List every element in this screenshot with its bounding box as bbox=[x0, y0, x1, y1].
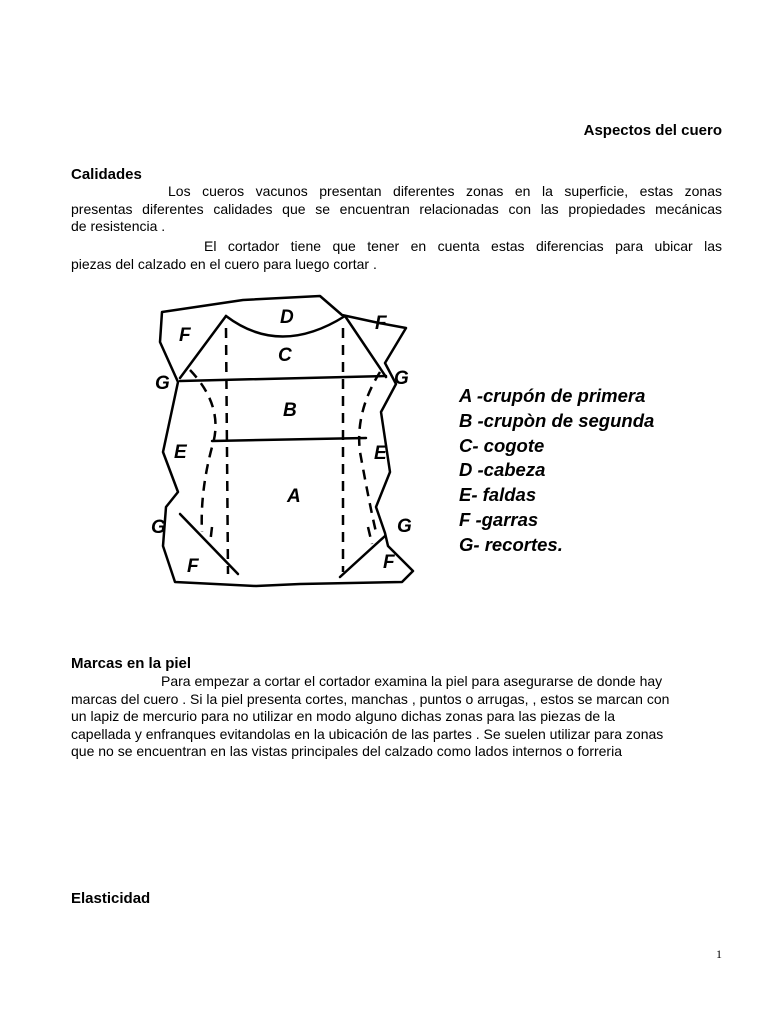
diagram-legend bbox=[459, 384, 654, 558]
zone-label-f-top-right: F bbox=[375, 313, 387, 334]
hide-outline bbox=[160, 296, 413, 586]
legend-item-e: E- faldas bbox=[459, 484, 537, 506]
zone-label-e-left: E bbox=[174, 442, 187, 463]
dash-bottom-right bbox=[368, 527, 372, 544]
dash-bottom-left bbox=[210, 527, 212, 544]
section-title-calidades: Calidades bbox=[71, 166, 142, 183]
dash-left-outer bbox=[190, 370, 216, 532]
p1-line3: de resistencia . bbox=[71, 218, 166, 234]
legend-item-b: B -crupòn de segunda bbox=[459, 409, 655, 431]
line-b-top bbox=[180, 376, 386, 381]
zone-label-f-bottom-right: F bbox=[383, 552, 395, 573]
p1-line2: presentas diferentes calidades que se encuentran relacionadas con las propiedades mecánicas bbox=[71, 200, 722, 217]
section-title-marcas: Marcas en la piel bbox=[71, 655, 192, 672]
p1-line1: Los cueros vacunos presentan diferentes zonas en la superficie, estas zonas bbox=[168, 183, 722, 199]
zone-label-e-right: E bbox=[374, 443, 387, 464]
marcas-line2: marcas del cuero . Si la piel presenta cortes, manchas , puntos o arrugas, , estos se marcan con bbox=[71, 690, 670, 707]
legend-item-a: A -crupón de primera bbox=[459, 385, 646, 406]
legend-item-d: D -cabeza bbox=[459, 459, 546, 481]
zone-label-f-top-left: F bbox=[179, 325, 191, 346]
page-number: 1 bbox=[716, 947, 722, 961]
legend-item-f: F -garras bbox=[459, 508, 539, 530]
zone-label-a: A bbox=[287, 486, 301, 507]
zone-label-f-bottom-left: F bbox=[187, 556, 199, 577]
line-bottom-right bbox=[340, 536, 385, 577]
section-title-elasticidad: Elasticidad bbox=[71, 890, 151, 907]
p2-line1: El cortador tiene que tener en cuenta estas diferencias para ubicar las bbox=[204, 238, 722, 254]
marcas-line5: que no se encuentran en las vistas principales del calzado como lados internos o forreria bbox=[71, 743, 622, 759]
marcas-line3: un lapiz de mercurio para no utilizar en modo alguno dichas zonas para las piezas de la bbox=[71, 708, 615, 724]
legend-item-c: C- cogote bbox=[459, 434, 545, 456]
marcas-line1: Para empezar a cortar el cortador examina la piel para asegurarse de donde hay bbox=[161, 673, 663, 689]
zone-label-d: D bbox=[280, 307, 294, 328]
marcas-line4: capellada y enfranques evitandolas en la ubicación de las partes . Se suelen utilizar para zonas bbox=[71, 725, 664, 742]
page-title: Aspectos del cuero bbox=[583, 122, 722, 139]
zone-label-g-bottom-right: G bbox=[397, 516, 412, 537]
zone-label-b: B bbox=[283, 400, 297, 421]
zone-label-g-top-left: G bbox=[155, 373, 170, 394]
p2-line2: piezas del calzado en el cuero para luego cortar . bbox=[71, 255, 377, 272]
paragraph-calidades-1 bbox=[71, 183, 722, 236]
paragraph-marcas bbox=[71, 673, 722, 761]
zone-label-c: C bbox=[278, 345, 292, 366]
zone-label-g-bottom-left: G bbox=[151, 517, 166, 538]
dash-left-inner bbox=[226, 328, 228, 574]
legend-item-g: G- recortes. bbox=[459, 533, 563, 555]
zone-label-g-top-right: G bbox=[394, 368, 409, 389]
paragraph-calidades-2 bbox=[71, 238, 722, 273]
